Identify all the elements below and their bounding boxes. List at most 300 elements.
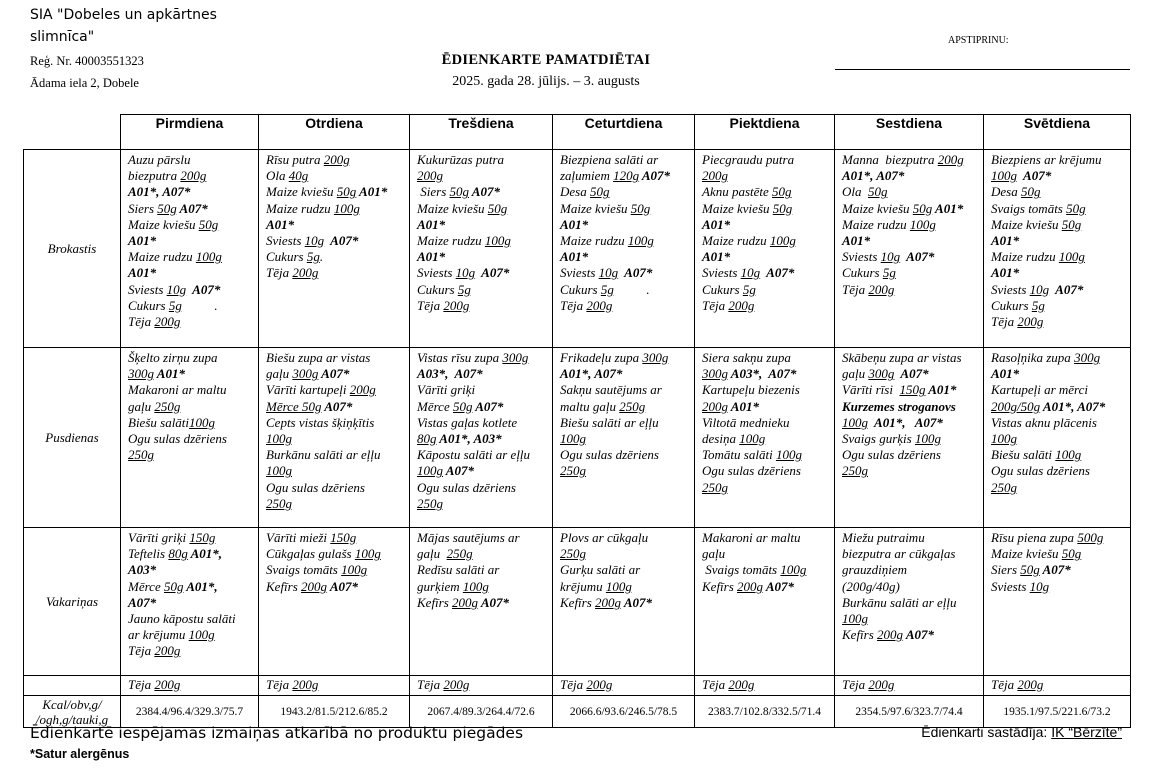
dish-text: Ogu sulas dzēriens — [702, 463, 801, 479]
allergen-code: A07* — [324, 233, 359, 249]
menu-line — [128, 415, 254, 431]
menu-cell — [984, 150, 1131, 348]
dish-text: Cukurs — [702, 281, 743, 297]
dish-text: Redīsu salāti ar — [417, 562, 500, 578]
dish-text: Auzu pārslu — [128, 152, 191, 167]
portion-amount: 100g — [1055, 447, 1082, 463]
meal-label-breakfast: Brokastis — [24, 150, 121, 348]
menu-line — [842, 184, 979, 200]
evening-tea-cell — [259, 676, 410, 696]
menu-line — [560, 595, 690, 611]
allergen-code: A07* — [478, 594, 509, 610]
menu-line — [417, 399, 548, 415]
dish-text: Vistas rīsu zupa — [417, 350, 503, 365]
menu-line — [128, 265, 254, 281]
menu-line — [417, 152, 548, 168]
dish-text: Sviests — [991, 281, 1030, 297]
menu-line — [128, 152, 254, 168]
dish-text: Cukurs — [128, 297, 169, 313]
dish-text: Tēja — [128, 677, 155, 692]
portion-amount: 50g — [1020, 562, 1040, 578]
menu-line — [842, 366, 979, 382]
dish-text: Ogu sulas dzēriens — [560, 447, 659, 463]
kcal-value: 1935.1/97.5/221.6/73.2 — [984, 696, 1131, 728]
allergen-code: A07* — [621, 594, 652, 610]
dish-text: Sviests — [842, 249, 881, 265]
dish-text: Maize kviešu — [991, 216, 1062, 232]
allergen-code: A01*, A03* — [436, 431, 502, 447]
portion-amount: 200g — [728, 677, 755, 692]
menu-line — [128, 233, 254, 249]
dish-text: Sviests — [417, 265, 456, 281]
dish-text: Tēja — [417, 677, 444, 692]
menu-line — [417, 382, 548, 398]
dish-text: Cūkgaļas gulašs — [266, 546, 355, 562]
author — [921, 724, 1122, 740]
portion-amount: 10g — [598, 265, 619, 281]
menu-line — [842, 546, 979, 562]
day-header: Trešdiena — [410, 115, 553, 150]
allergen-code: A07* — [1017, 168, 1052, 184]
menu-line — [991, 415, 1126, 431]
menu-cell — [835, 528, 984, 676]
menu-line — [266, 579, 405, 595]
dish-text: Sviests — [991, 578, 1030, 594]
dish-text: Ogu sulas dzēriens — [991, 463, 1090, 479]
dish-text: Maize kviešu — [128, 216, 199, 232]
portion-amount: 250g — [560, 463, 586, 479]
allergen-code: A07* — [176, 200, 208, 216]
dish-text: Kartupeļi ar mērci — [991, 382, 1089, 398]
portion-amount: 100g — [266, 431, 292, 447]
menu-line — [417, 496, 548, 512]
menu-line — [702, 366, 830, 382]
portion-amount: 50g — [1061, 546, 1082, 562]
menu-line — [128, 314, 254, 330]
menu-line — [560, 282, 690, 298]
dish-text: maltu gaļu — [560, 398, 620, 414]
change-note: Ēdienkartē iespējamas izmaiņas atkarībā no produktu piegādes — [30, 724, 524, 742]
dish-text: Ogu sulas dzēriens — [266, 479, 365, 495]
portion-amount: 100g — [842, 414, 868, 430]
menu-line — [128, 677, 254, 693]
dish-text: Maize rudzu — [266, 200, 334, 216]
day-header: Sestdiena — [835, 115, 984, 150]
portion-amount: 50g — [772, 184, 792, 200]
portion-amount: 200g — [292, 265, 319, 281]
dish-text: Kefīrs — [560, 594, 596, 610]
portion-amount: 5g — [742, 281, 756, 297]
menu-line — [266, 496, 405, 512]
allergen-code: A07* — [1049, 281, 1084, 297]
menu-line — [417, 168, 548, 184]
menu-line — [991, 152, 1126, 168]
dish-text: Desa — [991, 184, 1021, 200]
menu-line — [991, 366, 1126, 382]
allergen-code: A01* — [728, 398, 759, 414]
portion-amount: 250g — [560, 546, 586, 562]
menu-line — [128, 382, 254, 398]
menu-line — [842, 217, 979, 233]
dish-text: Tēja — [842, 677, 869, 692]
dish-text: Kefīrs — [417, 594, 453, 610]
menu-line — [560, 447, 690, 463]
menu-line — [266, 201, 405, 217]
registration-number: Reģ. Nr. 40003551323 — [30, 54, 144, 68]
menu-line — [702, 530, 830, 546]
dish-text: Kartupeļu biezenis — [702, 382, 800, 398]
dish-text: Makaroni ar maltu — [128, 382, 227, 398]
allergen-code: A01* — [266, 216, 295, 232]
portion-amount: 50g — [912, 200, 933, 216]
menu-line — [417, 282, 548, 298]
portion-amount: 200g — [586, 297, 613, 313]
menu-line — [128, 611, 254, 627]
allergen-code: A01* — [991, 366, 1020, 382]
portion-amount: 200g — [595, 594, 622, 610]
portion-amount: 50g — [589, 184, 610, 200]
header-row — [24, 115, 1131, 150]
dish-text: Tēja — [128, 314, 155, 330]
portion-amount: 50g — [487, 200, 508, 216]
menu-line — [560, 415, 690, 431]
dish-text: gaļu — [128, 398, 155, 414]
dish-text: Kefīrs — [702, 578, 738, 594]
kcal-row — [24, 696, 1131, 728]
menu-line — [702, 249, 830, 265]
allergen-code: A07* — [894, 366, 929, 382]
menu-line — [417, 233, 548, 249]
portion-amount: 150g — [330, 530, 357, 545]
portion-amount: 80g — [417, 431, 437, 447]
allergen-code: A01*, A07* — [1040, 398, 1106, 414]
dish-text: Ola — [842, 184, 868, 200]
dish-text: Gurķu salāti ar — [560, 562, 641, 578]
menu-line — [560, 249, 690, 265]
menu-line — [128, 298, 254, 314]
portion-amount: 150g — [899, 382, 926, 398]
menu-line — [991, 480, 1126, 496]
menu-line — [417, 546, 548, 562]
allergen-code: A01* — [128, 265, 157, 281]
dish-text: Burkānu salāti ar eļļu — [266, 447, 381, 463]
portion-amount: 250g — [154, 398, 181, 414]
menu-line — [128, 399, 254, 415]
menu-line — [842, 233, 979, 249]
dish-text: Ola — [266, 168, 289, 184]
menu-line — [266, 350, 405, 366]
portion-amount: 200g — [443, 297, 470, 313]
menu-line — [266, 546, 405, 562]
menu-line — [702, 298, 830, 314]
dish-text: Desa — [560, 184, 590, 200]
dish-text: Viltotā mednieku — [702, 414, 790, 430]
allergen-code: A07* — [903, 627, 934, 643]
portion-amount: 300g — [502, 350, 529, 365]
menu-line — [128, 366, 254, 382]
portion-amount: 5g — [1031, 297, 1045, 313]
dish-text: krējumu — [560, 578, 606, 594]
portion-amount: 200g — [417, 168, 443, 184]
dish-text: Maize rudzu — [560, 233, 628, 249]
evening-tea-cell — [553, 676, 695, 696]
portion-amount: 200g — [868, 677, 895, 692]
menu-line — [560, 201, 690, 217]
lunch-row — [24, 348, 1131, 528]
menu-line — [128, 627, 254, 643]
menu-line — [842, 350, 979, 366]
dish-text: Vistas aknu plācenis — [991, 414, 1097, 430]
dish-text: Sviests — [266, 233, 305, 249]
dish-text: Cukurs — [560, 281, 601, 297]
portion-amount: 200g — [154, 643, 181, 659]
portion-amount: 100g — [991, 431, 1017, 447]
menu-line — [702, 282, 830, 298]
dish-text: Burkānu salāti ar eļļu — [842, 594, 957, 610]
allergen-code: A07* — [321, 398, 353, 414]
menu-line — [560, 298, 690, 314]
dish-text: Vārīti griķi — [128, 530, 190, 545]
dish-text: Maize rudzu — [991, 249, 1059, 265]
menu-line — [128, 431, 254, 447]
menu-cell — [410, 150, 553, 348]
dish-text: gurķiem — [417, 578, 463, 594]
menu-line — [128, 282, 254, 298]
menu-line — [842, 562, 979, 578]
portion-amount: 5g — [306, 249, 320, 265]
menu-line — [560, 382, 690, 398]
menu-line — [417, 415, 548, 431]
allergen-code: A07* — [186, 281, 221, 297]
menu-line — [991, 298, 1126, 314]
menu-line — [560, 152, 690, 168]
dish-text: Plovs ar cūkgaļu — [560, 530, 649, 545]
allergen-code: A07* — [760, 265, 795, 281]
dish-text: Tēja — [266, 265, 293, 281]
portion-amount: 250g — [128, 447, 154, 463]
allergen-code: A01* — [702, 249, 731, 265]
portion-amount: 10g — [304, 233, 325, 249]
allergen-code: A01* — [417, 249, 446, 265]
portion-amount: 10g — [455, 265, 476, 281]
menu-line — [702, 382, 830, 398]
dish-text: Svaigs gurķis — [842, 431, 915, 447]
allergen-code: A07* — [128, 594, 157, 610]
menu-cell — [410, 348, 553, 528]
menu-cell — [121, 348, 259, 528]
portion-amount: 250g — [446, 546, 473, 562]
portion-amount: 50g — [1020, 184, 1041, 200]
menu-line — [128, 168, 254, 184]
menu-line — [417, 480, 548, 496]
portion-amount: 80g — [168, 546, 188, 562]
dish-text: gaļu — [702, 546, 726, 562]
dish-text: Maize kviešu — [842, 200, 913, 216]
dish-text: Tēja — [991, 314, 1018, 330]
dish-text: Tēja — [702, 677, 729, 692]
menu-line — [702, 350, 830, 366]
portion-amount: 100g — [188, 627, 215, 643]
portion-amount: 40g — [288, 168, 309, 184]
dish-text: Maize kviešu — [702, 200, 773, 216]
dish-text: Cukurs — [842, 265, 883, 281]
portion-amount: 50g — [336, 184, 357, 200]
evening-tea-cell — [410, 676, 553, 696]
allergen-code: A01* — [932, 200, 964, 216]
menu-line — [266, 562, 405, 578]
portion-amount: 200g — [301, 578, 328, 594]
portion-amount: 10g — [740, 265, 761, 281]
allergen-code: A01* — [417, 216, 446, 232]
portion-amount: 200g — [180, 168, 207, 184]
author-label: Ēdienkarti sastādīja: — [921, 724, 1052, 740]
menu-line — [128, 201, 254, 217]
menu-line — [991, 201, 1126, 217]
menu-line — [702, 233, 830, 249]
menu-line — [702, 463, 830, 479]
portion-amount: 50g — [630, 200, 651, 216]
menu-line — [842, 152, 979, 168]
portion-amount: 200g — [1017, 677, 1044, 692]
allergen-code: A01* — [925, 382, 957, 398]
portion-amount: 200g — [452, 594, 479, 610]
allergen-code: A07* — [443, 463, 474, 479]
dish-text: Maize kviešu — [417, 200, 488, 216]
allergen-code: A01* — [991, 233, 1020, 249]
menu-line — [991, 282, 1126, 298]
menu-cell — [835, 348, 984, 528]
dish-text: biezputra — [128, 168, 181, 184]
dish-text: Vistas gaļas kotlete — [417, 414, 518, 430]
menu-line — [991, 249, 1126, 265]
menu-line — [417, 249, 548, 265]
menu-line — [702, 415, 830, 431]
dish-text: Sviests — [702, 265, 741, 281]
dish-text: Kāpostu salāti ar eļļu — [417, 447, 531, 463]
portion-amount: 300g — [1074, 350, 1101, 365]
dish-text: Rīsu putra — [266, 152, 324, 167]
dish-text: Sviests — [128, 281, 167, 297]
allergen-code: A01*, — [183, 578, 218, 594]
day-header: Svētdiena — [984, 115, 1131, 150]
meal-label-lunch: Pusdienas — [24, 348, 121, 528]
kcal-value: 2066.6/93.6/246.5/78.5 — [553, 696, 695, 728]
menu-cell — [410, 528, 553, 676]
dish-text: Maize rudzu — [702, 233, 770, 249]
menu-line — [560, 677, 690, 693]
dish-text: Ogu sulas dzēriens — [128, 431, 227, 447]
portion-amount: 5g — [600, 281, 614, 297]
menu-dates: 2025. gada 28. jūlijs. – 3. augusts — [452, 74, 640, 89]
author-link[interactable]: IK “Bērzīte” — [1051, 724, 1122, 740]
dish-text: biezputra ar cūkgaļas — [842, 546, 956, 562]
menu-line — [991, 350, 1126, 366]
dish-text: Biešu salāti ar eļļu — [560, 414, 659, 430]
allergen-code: A07* — [318, 366, 350, 382]
dish-text: Tēja — [560, 297, 587, 313]
dish-text: Cukurs — [417, 281, 458, 297]
menu-line — [702, 431, 830, 447]
allergen-code: A07* — [475, 265, 510, 281]
menu-line — [991, 546, 1126, 562]
menu-line — [128, 579, 254, 595]
portion-amount: 50g — [449, 184, 469, 200]
menu-line — [560, 366, 690, 382]
dish-text: Vārīti kartupeļi — [266, 382, 350, 398]
menu-line — [128, 217, 254, 233]
menu-cell — [259, 528, 410, 676]
menu-line — [842, 201, 979, 217]
menu-cell — [695, 348, 835, 528]
portion-amount: 5g — [882, 265, 896, 281]
menu-line — [842, 463, 979, 479]
day-header: Pirmdiena — [121, 115, 259, 150]
evening-tea-cell — [984, 676, 1131, 696]
menu-line — [560, 168, 690, 184]
kcal-value: 2383.7/102.8/332.5/71.4 — [695, 696, 835, 728]
dish-text: Tēja — [266, 677, 293, 692]
menu-line — [560, 579, 690, 595]
portion-amount: 300g — [128, 366, 154, 382]
portion-amount: 200g — [154, 314, 181, 330]
menu-line — [560, 399, 690, 415]
dish-text: Kukurūzas putra — [417, 152, 505, 167]
menu-line — [842, 282, 979, 298]
menu-line — [702, 399, 830, 415]
menu-line — [842, 677, 979, 693]
allergen-code: A01* — [560, 216, 589, 232]
menu-line — [266, 399, 405, 415]
portion-amount: 50g — [163, 578, 184, 594]
menu-line — [991, 447, 1126, 463]
menu-cell — [553, 150, 695, 348]
day-header: Ceturtdiena — [553, 115, 695, 150]
dish-text: Tēja — [702, 297, 729, 313]
menu-line — [991, 233, 1126, 249]
day-header: Otrdiena — [259, 115, 410, 150]
menu-line — [417, 298, 548, 314]
dish-text: Skābeņu zupa ar vistas — [842, 350, 962, 365]
menu-line — [842, 627, 979, 643]
portion-amount: 50g — [452, 398, 473, 414]
dish-text: Sviests — [560, 265, 599, 281]
menu-line — [417, 265, 548, 281]
portion-amount: 100g — [914, 431, 941, 447]
portion-amount: 10g — [1029, 281, 1050, 297]
menu-line — [842, 595, 979, 611]
portion-amount: 200g — [349, 382, 376, 398]
menu-line — [417, 184, 548, 200]
portion-amount: 120g — [613, 168, 640, 184]
dish-text: Maize kviešu — [560, 200, 631, 216]
evening-tea-row — [24, 676, 1131, 696]
portion-amount: 300g — [868, 366, 895, 382]
portion-amount: 100g — [739, 431, 766, 447]
menu-line — [417, 217, 548, 233]
menu-line — [417, 562, 548, 578]
portion-amount: 50g — [868, 184, 888, 200]
portion-amount: 500g — [1077, 530, 1104, 545]
menu-cell — [553, 528, 695, 676]
menu-cell — [835, 150, 984, 348]
menu-line — [266, 217, 405, 233]
menu-line — [417, 677, 548, 693]
portion-amount: 200g — [443, 677, 470, 692]
dish-text: gaļu — [266, 366, 293, 382]
portion-amount: 200g — [937, 152, 964, 167]
portion-amount: 150g — [189, 530, 216, 545]
dish-text: Vārīti rīsi — [842, 382, 900, 398]
